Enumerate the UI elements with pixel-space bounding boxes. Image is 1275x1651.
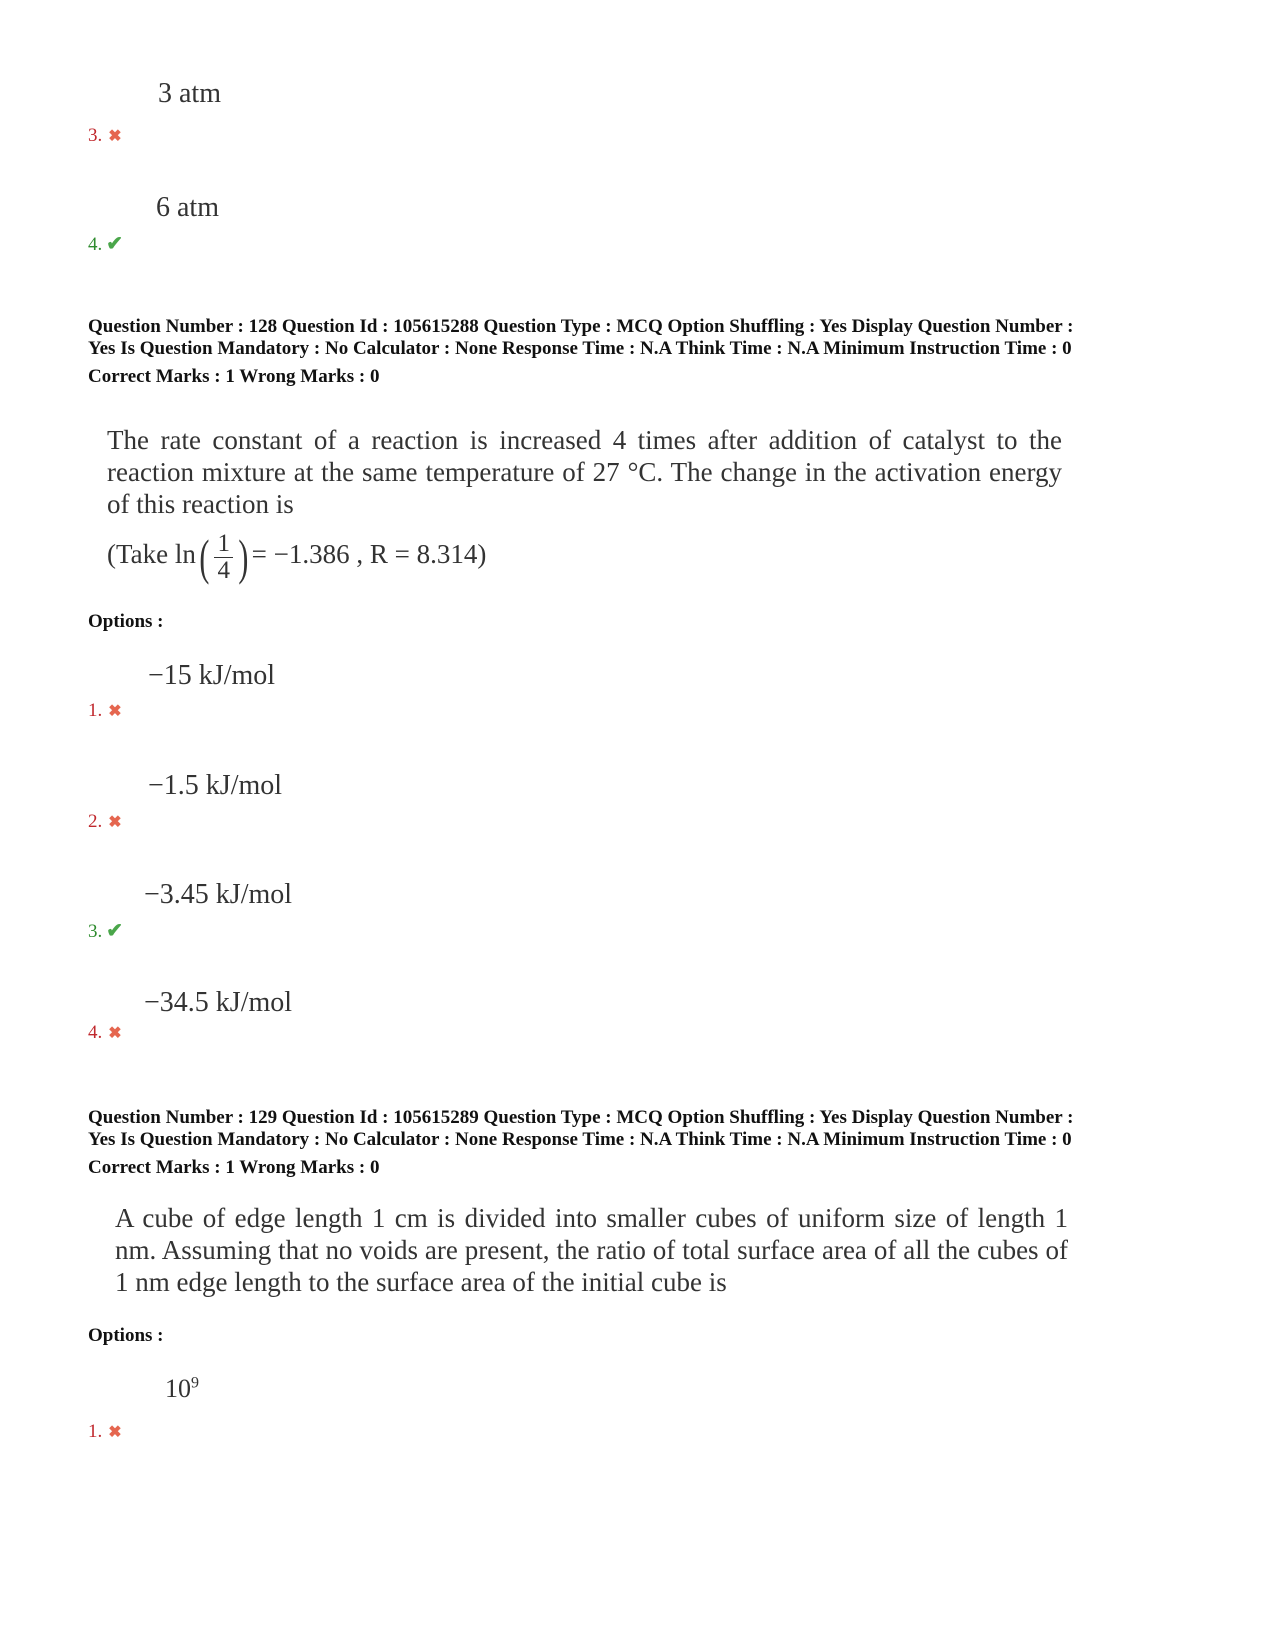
- option-label: [88, 231, 123, 256]
- option-number: 2.: [88, 811, 103, 832]
- check-icon: ✔: [106, 920, 124, 942]
- cross-icon: ✖: [108, 814, 122, 831]
- formula-prefix: (Take ln: [107, 539, 196, 570]
- question-marks: Correct Marks : 1 Wrong Marks : 0: [88, 1157, 380, 1178]
- numerator: 1: [214, 531, 233, 558]
- question-meta: Question Number : 128 Question Id : 105615288 Question Type : MCQ Option Shuffling : Yes Display Question Number :: [88, 316, 1074, 337]
- question-meta: Question Number : 129 Question Id : 105615289 Question Type : MCQ Option Shuffling : Yes Display Question Number :: [88, 1107, 1074, 1128]
- option-number: 3.: [88, 921, 103, 942]
- option-number: 3.: [88, 125, 103, 146]
- option-label: [88, 1421, 122, 1443]
- option-number: 1.: [88, 1421, 103, 1442]
- cross-icon: ✖: [108, 703, 122, 720]
- option-label: [88, 125, 122, 147]
- question-marks: Correct Marks : 1 Wrong Marks : 0: [88, 366, 380, 387]
- question-text: The rate constant of a reaction is increased 4 times after addition of catalyst to the reaction mixture at the same temperature of 27 °C. The change in the activation energy of this reaction is: [107, 425, 1062, 519]
- question-formula: (Take ln( $\frac{1}{4}$ ) = −1.386 , R = 8.314): [107, 529, 487, 585]
- option-text: 3 atm: [158, 78, 221, 109]
- option-label: [88, 811, 122, 833]
- option-text: [165, 1374, 199, 1404]
- options-label: Options :: [88, 1325, 164, 1346]
- options-label: Options :: [88, 611, 164, 632]
- option-text: −3.45 kJ/mol: [144, 879, 293, 910]
- option-number: 4.: [88, 1022, 103, 1043]
- option-text: −34.5 kJ/mol: [144, 987, 293, 1018]
- option-exponent: 9: [191, 1374, 199, 1392]
- option-number: 1.: [88, 700, 103, 721]
- cross-icon: ✖: [108, 1025, 122, 1042]
- denominator: 4: [217, 556, 230, 584]
- question-meta: Yes Is Question Mandatory : No Calculator : None Response Time : N.A Think Time : N.A Minimum Instruction Time : 0: [88, 338, 1072, 359]
- option-label: [88, 700, 122, 722]
- option-text: −1.5 kJ/mol: [148, 770, 283, 801]
- question-meta: Yes Is Question Mandatory : No Calculator : None Response Time : N.A Think Time : N.A Minimum Instruction Time : 0: [88, 1129, 1072, 1150]
- option-text: −15 kJ/mol: [148, 660, 276, 691]
- option-text: 6 atm: [156, 192, 219, 223]
- option-label: [88, 918, 123, 943]
- formula-suffix: = −1.386 , R = 8.314): [251, 539, 487, 570]
- cross-icon: ✖: [108, 1424, 122, 1441]
- question-text: A cube of edge length 1 cm is divided into smaller cubes of uniform size of length 1 nm. Assuming that no voids are present, the ratio of total surface area of all the cubes of 1 nm edge length to the surface area of the initial cube is: [115, 1203, 1068, 1297]
- option-base: 10: [165, 1374, 191, 1403]
- option-label: [88, 1022, 122, 1044]
- fraction: [214, 531, 233, 584]
- option-number: 4.: [88, 234, 103, 255]
- check-icon: ✔: [106, 233, 124, 255]
- cross-icon: ✖: [108, 128, 122, 145]
